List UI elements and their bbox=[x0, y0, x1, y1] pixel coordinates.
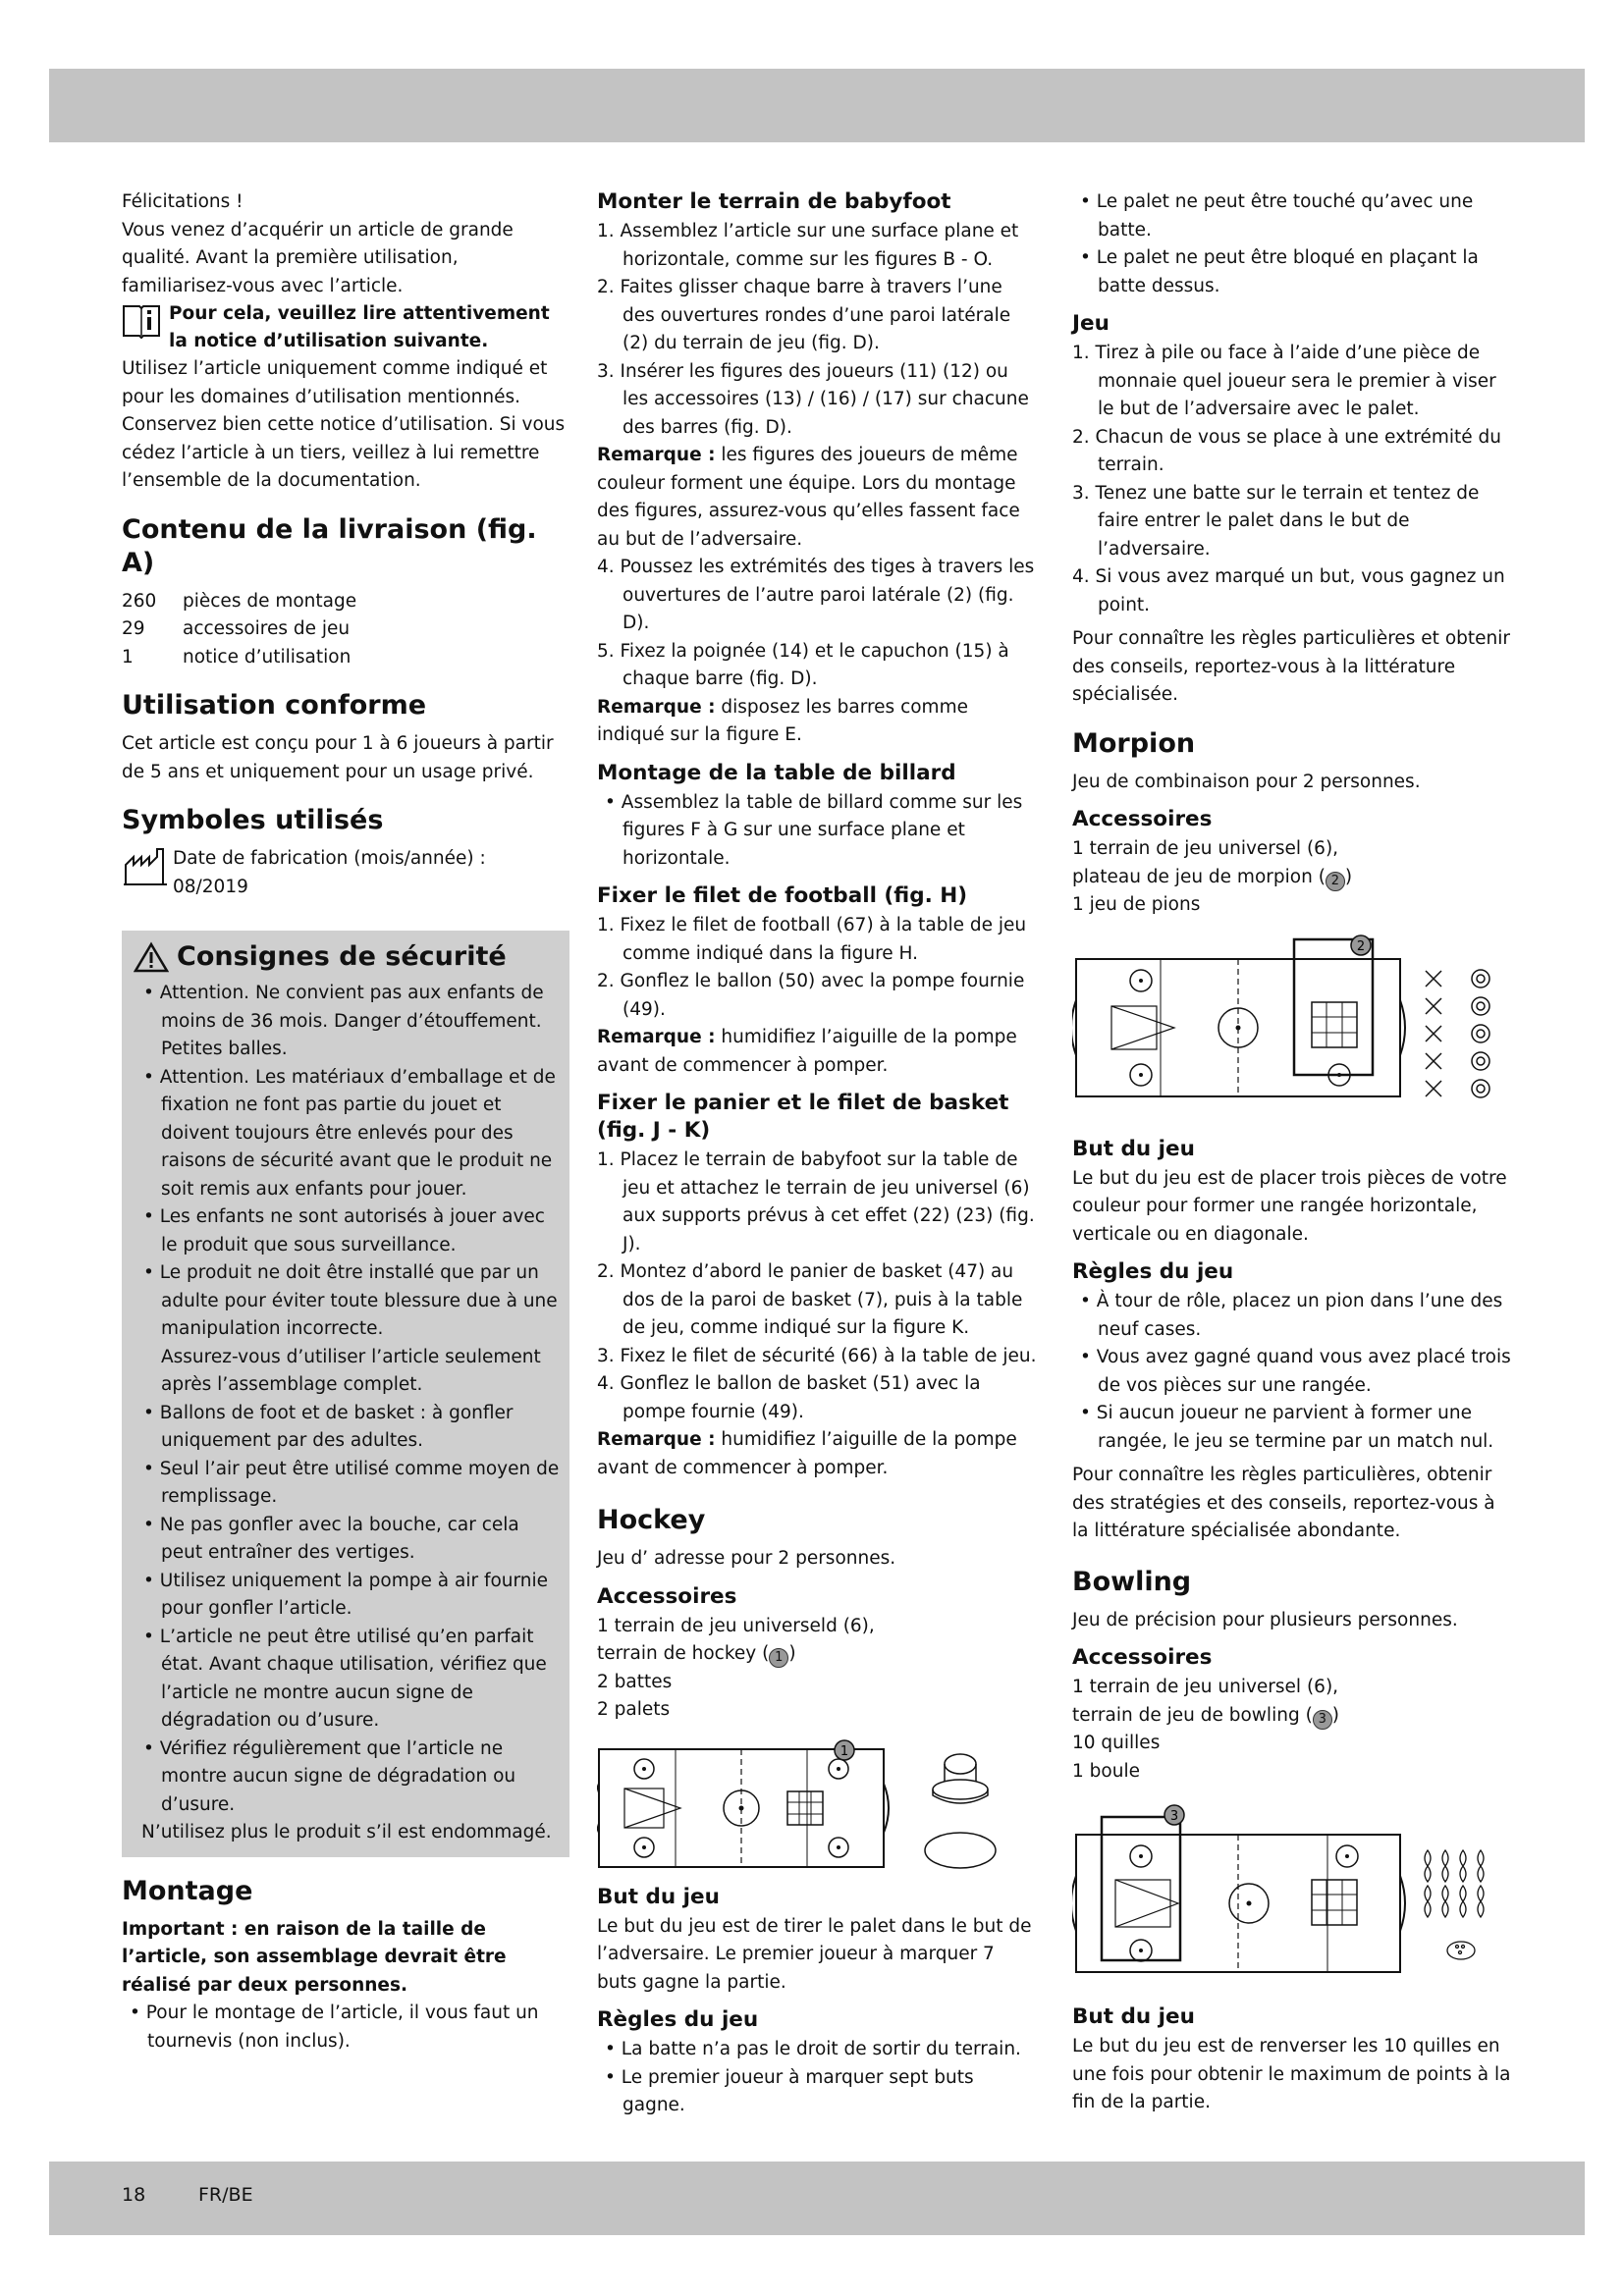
babyfoot-step: 5. Fixez la poignée (14) et le capuchon (15) à chaque barre (fig. D). bbox=[597, 640, 1009, 689]
montage-item-text: Pour le montage de l’article, il vous faut un tournevis (non inclus). bbox=[145, 2002, 539, 2052]
hockey-acc-item: 2 battes bbox=[597, 1671, 673, 1692]
hockey-rule: • La batte n’a pas le droit de sortir du terrain. bbox=[605, 2039, 1021, 2059]
hockey-goal-text: Le but du jeu est de tirer le palet dans le but de l’adversaire. Le premier joueur à marquer 7 buts gagne la partie. bbox=[597, 1915, 1032, 1993]
read-manual-text: Pour cela, veuillez lire attentivement la notice d’utilisation suivante. bbox=[169, 303, 550, 351]
safety-item: • Les enfants ne sont autorisés à jouer avec le produit que sous surveillance. bbox=[143, 1206, 545, 1255]
hockey-rule-text: Le palet ne peut être bloqué en plaçant la batte dessus. bbox=[1096, 247, 1479, 296]
contents-qty: 29 bbox=[122, 618, 145, 639]
morpion-acc-item: plateau de jeu de morpion ( 2 ) bbox=[1072, 864, 1512, 892]
contents-qty: 260 bbox=[122, 590, 157, 612]
remark-text: humidifiez l’aiguille de la pompe avant de commencer à pomper. bbox=[597, 1429, 1017, 1478]
manufacture-date-symbol bbox=[122, 845, 569, 901]
hockey-acc-item: terrain de hockey ( 1 ) bbox=[597, 1640, 1037, 1669]
montage-title: Montage bbox=[122, 1875, 253, 1906]
morpion-rule-text: Si aucun joueur ne parvient à former une rangée, le jeu se termine par un match nul. bbox=[1096, 1403, 1494, 1452]
contents-title: Contenu de la livraison (fig. A) bbox=[122, 513, 537, 578]
hockey-title: Hockey bbox=[597, 1505, 706, 1535]
hockey-rule: • Le premier joueur à marquer sept buts gagne. bbox=[605, 2066, 974, 2115]
morpion-goal-title: But du jeu bbox=[1072, 1136, 1195, 1161]
safety-item-text: Attention. Ne convient pas aux enfants de moins de 36 mois. Danger d’étouffement. Petites balles. bbox=[159, 983, 544, 1059]
babyfoot-step: 2. Faites glisser chaque barre à travers l’une des ouvertures rondes d’une paroi latérale (2) du terrain de jeu (fig. D). bbox=[597, 277, 1011, 353]
column-middle bbox=[597, 188, 1037, 2120]
hockey-accessories-title: Accessoires bbox=[597, 1583, 737, 1609]
warning-icon bbox=[134, 941, 169, 973]
hockey-acc-item: 2 palets bbox=[597, 1699, 671, 1720]
svg-text:1: 1 bbox=[839, 1743, 849, 1759]
column-right bbox=[1072, 188, 1512, 2117]
billard-title: Montage de la table de billard bbox=[597, 760, 956, 785]
hockey-game-step: 3. Tenez une batte sur le terrain et tentez de faire entrer le palet dans le but de l’adversaire. bbox=[1072, 482, 1480, 560]
manufacture-date-value: 08/2019 bbox=[173, 876, 248, 897]
intro-usage-text: Utilisez l’article uniquement comme indiqué et pour les domaines d’utilisation mentionnés. Conservez bien cette notice d’utilisation. Si vous cédez l’article à un tiers, veillez à lui remettre l’ensemble de la documentation. bbox=[122, 358, 566, 491]
babyfoot-step: 4. Poussez les extrémités des tiges à travers les ouvertures de l’autre paroi latérale (2) (fig. D). bbox=[597, 557, 1035, 633]
montage-item: • Pour le montage de l’article, il vous faut un tournevis (non inclus). bbox=[130, 2002, 539, 2052]
safety-item: • L’article ne peut être utilisé qu’en parfait état. Avant chaque utilisation, vérifiez que l’article ne montre aucun signe de dégradation ou d’usure. bbox=[143, 1626, 547, 1731]
safety-title-text: Consignes de sécurité bbox=[177, 941, 507, 972]
babyfoot-step: 1. Assemblez l’article sur une surface plane et horizontale, comme sur les figures B - O. bbox=[597, 221, 1019, 270]
hockey-game-step: 2. Chacun de vous se place à une extrémité du terrain. bbox=[1072, 426, 1501, 475]
bowling-title: Bowling bbox=[1072, 1566, 1192, 1597]
morpion-title: Morpion bbox=[1072, 727, 1196, 759]
babyfoot-remark bbox=[597, 694, 1037, 750]
football-step: 2. Gonflez le ballon (50) avec la pompe fournie (49). bbox=[597, 971, 1025, 1020]
contents-item bbox=[122, 588, 569, 616]
morpion-accessories-title: Accessoires bbox=[1072, 807, 1213, 831]
safety-item: • Ballons de foot et de basket : à gonfler uniquement par des adultes. bbox=[143, 1402, 514, 1451]
morpion-figure bbox=[1072, 930, 1512, 1126]
intro-text: Vous venez d’acquérir un article de grande qualité. Avant la première utilisation, familiarisez-vous avec l’article. bbox=[122, 219, 514, 296]
safety-item: • Utilisez uniquement la pompe à air fournie pour gonfler l’article. bbox=[143, 1570, 549, 1619]
morpion-acc-text: plateau de jeu de morpion ( bbox=[1072, 866, 1326, 887]
hockey-intro: Jeu d’ adresse pour 2 personnes. bbox=[597, 1548, 896, 1569]
bowling-acc-text: terrain de jeu de bowling ( bbox=[1072, 1704, 1313, 1726]
safety-item-text: Ballons de foot et de basket : à gonfler uniquement par des adultes. bbox=[159, 1402, 514, 1451]
morpion-rule: • À tour de rôle, placez un pion dans l’une des neuf cases. bbox=[1080, 1291, 1503, 1340]
football-step: 1. Fixez le filet de football (67) à la table de jeu comme indiqué dans la figure H. bbox=[597, 915, 1027, 964]
hockey-rule: • Le palet ne peut être touché qu’avec une batte. bbox=[1080, 191, 1474, 240]
hockey-rule: • Le palet ne peut être bloqué en plaçant la batte dessus. bbox=[1080, 247, 1479, 296]
morpion-note: Pour connaître les règles particulières, obtenir des stratégies et des conseils, reportez-vous à la littérature spécialisée abondante. bbox=[1072, 1465, 1495, 1541]
hockey-game-title: Jeu bbox=[1072, 311, 1110, 336]
safety-item: • Attention. Les matériaux d’emballage et de fixation ne font pas partie du jouet et doivent toujours être enlevés pour des raisons de sécurité avant que le produit ne soit remis aux enfants pour jouer. bbox=[143, 1066, 556, 1200]
bowling-acc-item: 10 quilles bbox=[1072, 1733, 1161, 1753]
safety-item-text: Vérifiez régulièrement que l’article ne montre aucun signe de dégradation ou d’usure. bbox=[159, 1737, 516, 1815]
hockey-game-step: 4. Si vous avez marqué un but, vous gagnez un point. bbox=[1072, 566, 1505, 615]
safety-item-text: Les enfants ne sont autorisés à jouer avec le produit que sous surveillance. bbox=[159, 1206, 545, 1255]
page-number: 18 bbox=[122, 2184, 146, 2206]
morpion-goal-text: Le but du jeu est de placer trois pièces de votre couleur pour former une rangée horizontale, verticale ou en diagonale. bbox=[1072, 1167, 1507, 1245]
football-remark bbox=[597, 1024, 1037, 1080]
remark-text: humidifiez l’aiguille de la pompe avant de commencer à pomper. bbox=[597, 1027, 1017, 1076]
remark-label: Remarque : bbox=[597, 1429, 716, 1450]
safety-item: • Le produit ne doit être installé que par un adulte pour éviter toute blessure due à une manipulation incorrecte. bbox=[143, 1262, 558, 1339]
footer-bar bbox=[49, 2162, 1585, 2235]
hockey-rules-title: Règles du jeu bbox=[597, 2007, 759, 2032]
safety-item-text: Utilisez uniquement la pompe à air fournie pour gonfler l’article. bbox=[159, 1570, 549, 1619]
morpion-intro: Jeu de combinaison pour 2 personnes. bbox=[1072, 771, 1421, 792]
billard-item-text: Assemblez la table de billard comme sur les figures F à G sur une surface plane et horizontale. bbox=[621, 791, 1023, 869]
safety-item-text: Ne pas gonfler avec la bouche, car cela peut entraîner des vertiges. bbox=[159, 1514, 519, 1563]
hockey-figure bbox=[597, 1735, 1037, 1872]
morpion-rules-title: Règles du jeu bbox=[1072, 1259, 1234, 1284]
morpion-acc-item: 1 terrain de jeu universel (6), bbox=[1072, 838, 1339, 859]
hockey-game-step: 1. Tirez à pile ou face à l’aide d’une pièce de monnaie quel joueur sera le premier à viser le but de l’adversaire avec le palet. bbox=[1072, 343, 1496, 419]
contents-item bbox=[122, 615, 569, 644]
svg-text:3: 3 bbox=[1169, 1809, 1179, 1824]
factory-icon bbox=[122, 845, 169, 888]
morpion-rule-text: Vous avez gagné quand vous avez placé trois de vos pièces sur une rangée. bbox=[1096, 1347, 1511, 1396]
hockey-acc-text: terrain de hockey ( bbox=[597, 1643, 770, 1664]
bowling-figure bbox=[1072, 1795, 1512, 1992]
remark-label: Remarque : bbox=[597, 696, 716, 718]
contents-item bbox=[122, 644, 569, 672]
babyfoot-remark bbox=[597, 442, 1037, 554]
morpion-rule-text: À tour de rôle, placez un pion dans l’une des neuf cases. bbox=[1096, 1291, 1503, 1340]
safety-item: • Attention. Ne convient pas aux enfants de moins de 36 mois. Danger d’étouffement. Petites balles. bbox=[143, 983, 544, 1059]
hockey-rule-text: La batte n’a pas le droit de sortir du terrain. bbox=[621, 2039, 1021, 2059]
hockey-acc-item: 1 terrain de jeu universeld (6), bbox=[597, 1615, 875, 1636]
symbols-title: Symboles utilisés bbox=[122, 805, 384, 835]
basket-step: 3. Fixez le filet de sécurité (66) à la table de jeu. bbox=[597, 1345, 1037, 1366]
bowling-accessories-title: Accessoires bbox=[1072, 1645, 1213, 1670]
safety-item-text: Seul l’air peut être utilisé comme moyen de remplissage. bbox=[159, 1458, 560, 1507]
basket-remark bbox=[597, 1426, 1037, 1482]
hockey-rule-text: Le premier joueur à marquer sept buts gagne. bbox=[621, 2066, 974, 2115]
montage-important: Important : en raison de la taille de l’article, son assemblage devrait être réalisé par deux personnes. bbox=[122, 1918, 507, 1996]
bowling-goal-text: Le but du jeu est de renverser les 10 quilles en une fois pour obtenir le maximum de points à la fin de la partie. bbox=[1072, 2036, 1511, 2112]
morpion-acc-item: 1 jeu de pions bbox=[1072, 894, 1201, 915]
svg-text:2: 2 bbox=[1356, 938, 1366, 954]
morpion-badge: 2 bbox=[1326, 872, 1345, 891]
manufacture-date-label: Date de fabrication (mois/année) : bbox=[173, 848, 486, 869]
intro-greeting: Félicitations ! bbox=[122, 191, 244, 212]
remark-text: les figures des joueurs de même couleur forment une équipe. Lors du montage des figures, assurez-vous qu’elles fassent face au but de l’adversaire. bbox=[597, 445, 1020, 550]
safety-item-text: Attention. Les matériaux d’emballage et de fixation ne font pas partie du jouet et doivent toujours être enlevés pour des raisons de sécurité avant que le produit ne soit remis aux enfants pour jouer. bbox=[159, 1066, 556, 1200]
hockey-badge: 1 bbox=[769, 1648, 788, 1668]
contents-label: notice d’utilisation bbox=[183, 646, 352, 667]
book-info-icon bbox=[122, 300, 161, 340]
bowling-goal-title: But du jeu bbox=[1072, 2004, 1195, 2029]
bowling-intro: Jeu de précision pour plusieurs personnes. bbox=[1072, 1609, 1458, 1630]
hockey-note: Pour connaître les règles particulières et obtenir des conseils, reportez-vous à la littérature spécialisée. bbox=[1072, 628, 1510, 705]
remark-label: Remarque : bbox=[597, 445, 716, 465]
basket-step: 2. Montez d’abord le panier de basket (47) au dos de la paroi de basket (7), puis à la table de jeu, comme indiqué sur la figure K. bbox=[597, 1261, 1023, 1338]
column-left bbox=[122, 188, 569, 2056]
safety-last: N’utilisez plus le produit s’il est endommagé. bbox=[141, 1822, 552, 1842]
contents-label: accessoires de jeu bbox=[183, 618, 351, 639]
header-bar bbox=[49, 69, 1585, 142]
safety-item: • Vérifiez régulièrement que l’article ne montre aucun signe de dégradation ou d’usure. bbox=[143, 1737, 516, 1815]
football-title: Fixer le filet de football (fig. H) bbox=[597, 883, 968, 908]
safety-box bbox=[122, 931, 569, 1857]
basket-step: 1. Placez le terrain de babyfoot sur la table de jeu et attachez le terrain de jeu universel (6) aux supports prévus à cet effet (22) (23) (fig. J). bbox=[597, 1149, 1035, 1255]
billard-item: • Assemblez la table de billard comme sur les figures F à G sur une surface plane et horizontale. bbox=[605, 791, 1023, 869]
basket-title: Fixer le panier et le filet de basket (fig. J - K) bbox=[597, 1091, 1009, 1143]
safety-item-text: Le produit ne doit être installé que par un adulte pour éviter toute blessure due à une manipulation incorrecte. bbox=[159, 1262, 558, 1339]
bowling-acc-item: 1 terrain de jeu universel (6), bbox=[1072, 1677, 1339, 1697]
bowling-acc-item: terrain de jeu de bowling ( 3 ) bbox=[1072, 1702, 1512, 1731]
hockey-rule-text: Le palet ne peut être touché qu’avec une batte. bbox=[1096, 191, 1474, 240]
usage-text: Cet article est conçu pour 1 à 6 joueurs à partir de 5 ans et uniquement pour un usage privé. bbox=[122, 733, 554, 782]
remark-text: disposez les barres comme indiqué sur la figure E. bbox=[597, 696, 968, 745]
safety-subnote: Assurez-vous d’utiliser l’article seulement après l’assemblage complet. bbox=[161, 1346, 541, 1395]
contents-qty: 1 bbox=[122, 646, 134, 667]
contents-label: pièces de montage bbox=[183, 590, 357, 612]
safety-item-text: L’article ne peut être utilisé qu’en parfait état. Avant chaque utilisation, vérifiez que l’article ne montre aucun signe de dégradation ou d’usure. bbox=[159, 1626, 547, 1731]
safety-item: • Seul l’air peut être utilisé comme moyen de remplissage. bbox=[143, 1458, 560, 1507]
morpion-rule: • Si aucun joueur ne parvient à former une rangée, le jeu se termine par un match nul. bbox=[1080, 1403, 1494, 1452]
morpion-rule: • Vous avez gagné quand vous avez placé trois de vos pièces sur une rangée. bbox=[1080, 1347, 1511, 1396]
basket-step: 4. Gonflez le ballon de basket (51) avec la pompe fournie (49). bbox=[597, 1373, 981, 1422]
remark-label: Remarque : bbox=[597, 1027, 716, 1047]
bowling-acc-item: 1 boule bbox=[1072, 1760, 1140, 1782]
safety-title bbox=[134, 940, 569, 974]
locale-label: FR/BE bbox=[198, 2184, 253, 2206]
babyfoot-title: Monter le terrain de babyfoot bbox=[597, 189, 951, 214]
safety-item: • Ne pas gonfler avec la bouche, car cela peut entraîner des vertiges. bbox=[143, 1514, 519, 1563]
babyfoot-step: 3. Insérer les figures des joueurs (11) (12) ou les accessoires (13) / (16) / (17) sur chacune des barres (fig. D). bbox=[597, 360, 1029, 438]
read-manual-note bbox=[122, 300, 569, 355]
usage-title: Utilisation conforme bbox=[122, 690, 427, 721]
bowling-badge: 3 bbox=[1313, 1710, 1332, 1730]
hockey-goal-title: But du jeu bbox=[597, 1884, 720, 1909]
